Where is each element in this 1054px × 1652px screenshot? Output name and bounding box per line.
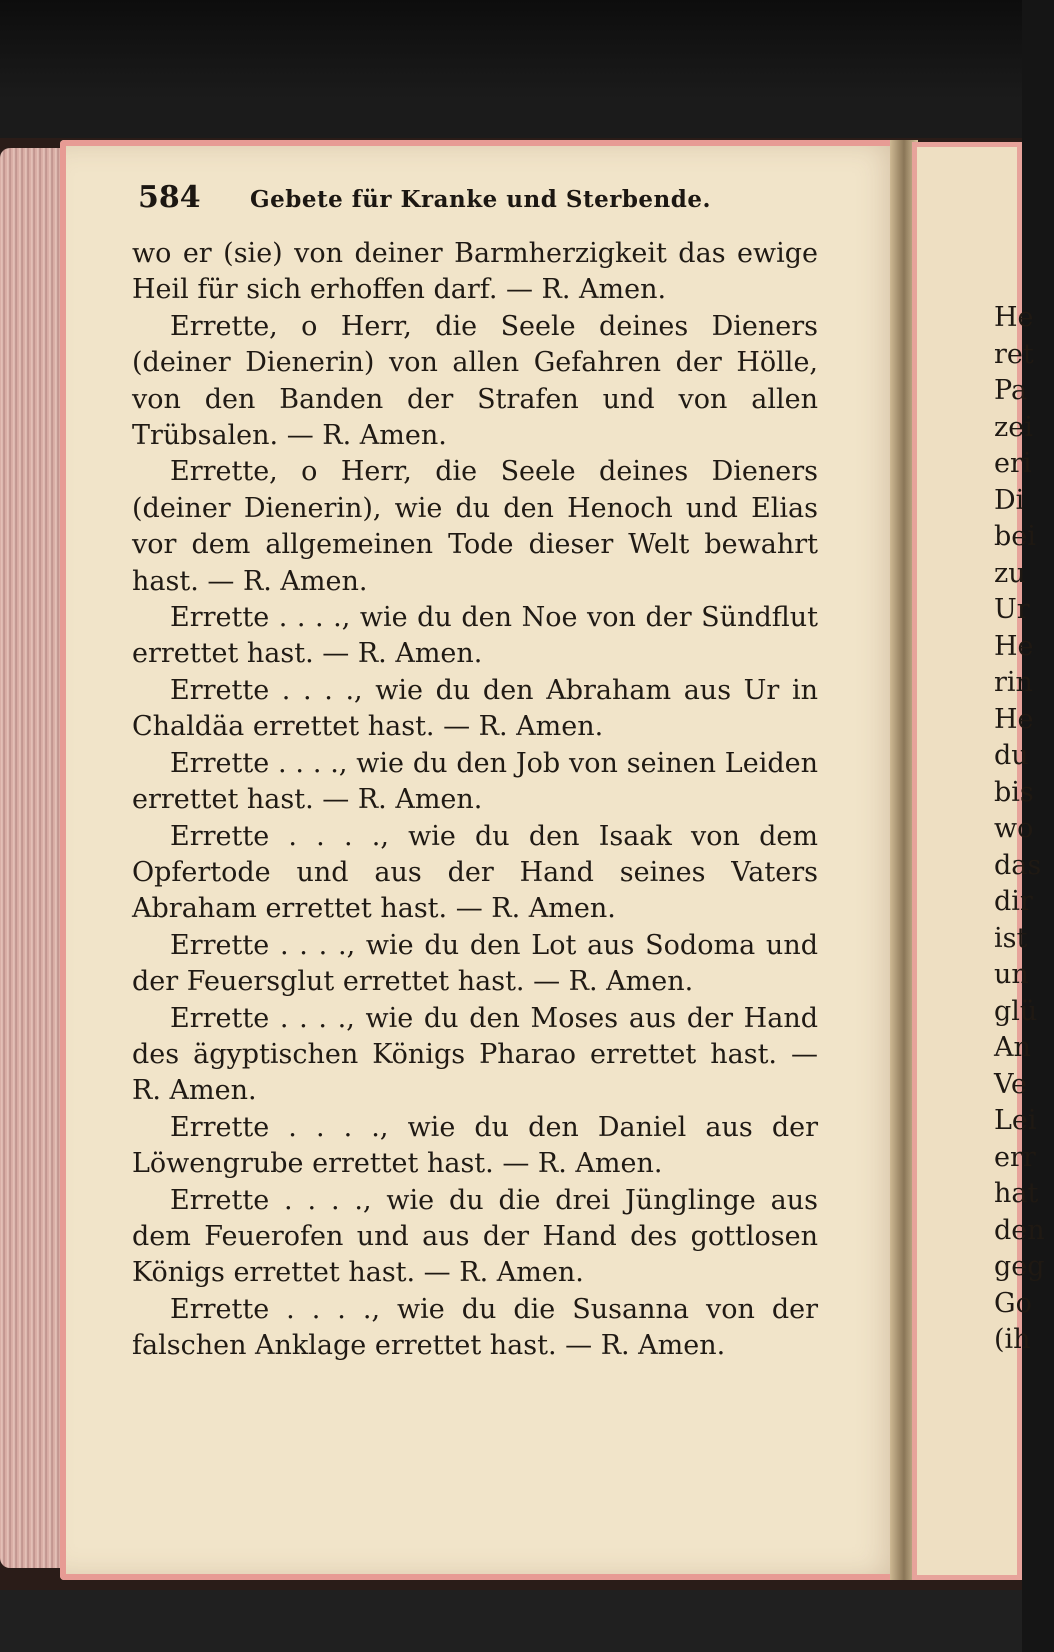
paragraph: Errette, o Herr, die Seele deines Dieners (deiner Dienerin) von allen Gefahren der Hölle, von den Banden der Strafen und von allen Trübsalen. — R. Amen.	[132, 310, 818, 452]
facing-fragment: eri	[994, 448, 1032, 479]
facing-fragment: He	[994, 703, 1034, 735]
facing-fragment: bis	[994, 776, 1034, 808]
facing-fragment: dir	[994, 886, 1033, 917]
paragraph: Errette, o Herr, die Seele deines Dieners (deiner Dienerin), wie du den Henoch und Elias vor dem allgemeinen Tode dieser Welt bewahrt hast. — R. Amen.	[132, 456, 818, 597]
facing-fragment: An	[994, 1032, 1031, 1063]
paragraph: Errette . . . ., wie du den Moses aus der Hand des ägyptischen Königs Pharao errettet hast. — R. Amen.	[132, 1002, 818, 1107]
facing-fragment: Ur	[994, 594, 1030, 625]
facing-fragment: rin	[994, 667, 1033, 698]
page-number: 584	[138, 180, 201, 215]
facing-fragment: Ve	[994, 1068, 1027, 1100]
facing-fragment: wo	[994, 813, 1034, 844]
facing-fragment: zu	[994, 557, 1026, 589]
paragraph: Errette . . . ., wie du die Susanna von der falschen Anklage errettet hast. — R. Amen.	[132, 1293, 818, 1362]
facing-fragment: du	[994, 740, 1029, 771]
paragraph: Errette . . . ., wie du den Isaak von dem Opfertode und aus der Hand seines Vaters Abraham errettet hast. — R. Amen.	[132, 820, 818, 925]
paragraph: Errette . . . ., wie du den Noe von der Sündflut errettet hast. — R. Amen.	[132, 602, 818, 670]
facing-fragment: un	[994, 959, 1029, 990]
facing-fragment: das	[994, 849, 1042, 881]
paragraph: Errette . . . ., wie du den Abraham aus Ur in Chaldäa errettet hast. — R. Amen.	[132, 674, 818, 743]
facing-fragment: (ih	[994, 1324, 1031, 1355]
facing-fragment: bei	[994, 521, 1036, 552]
facing-fragment: zei	[994, 411, 1033, 443]
paragraph: Errette . . . ., wie du den Job von seinen Leiden errettet hast. — R. Amen.	[132, 747, 818, 816]
facing-fragment: Go	[994, 1287, 1032, 1319]
facing-fragment: glü	[994, 995, 1038, 1027]
facing-fragment: den	[994, 1214, 1045, 1246]
facing-fragment: geg	[994, 1251, 1045, 1282]
facing-fragment: He	[994, 302, 1034, 333]
page-header	[138, 180, 838, 220]
facing-fragment: He	[994, 630, 1034, 662]
facing-fragment: err	[994, 1141, 1036, 1173]
paragraph: Errette . . . ., wie du den Daniel aus der Löwengrube errettet hast. — R. Amen.	[132, 1111, 818, 1180]
facing-fragment: ist	[994, 922, 1028, 954]
facing-fragment: hat	[994, 1178, 1039, 1209]
facing-fragment: ret	[994, 338, 1034, 370]
paragraph: Errette . . . ., wie du die drei Jünglinge aus dem Feuerofen und aus der Hand des gottlosen Königs errettet hast. — R. Amen.	[132, 1184, 818, 1289]
facing-fragment: Lei	[994, 1105, 1037, 1136]
facing-fragment: Di	[994, 484, 1025, 516]
facing-page-text	[994, 300, 1054, 1359]
paragraph: Errette . . . ., wie du den Lot aus Sodoma und der Feuersglut errettet hast. — R. Amen.	[132, 929, 818, 998]
running-head: Gebete für Kranke und Sterbende.	[250, 186, 711, 213]
paragraph: wo er (sie) von deiner Barmherzigkeit das ewige Heil für sich erhoffen darf. — R. Amen.	[132, 238, 818, 306]
prayer-text	[132, 236, 818, 1365]
facing-fragment: Pa	[994, 375, 1028, 406]
